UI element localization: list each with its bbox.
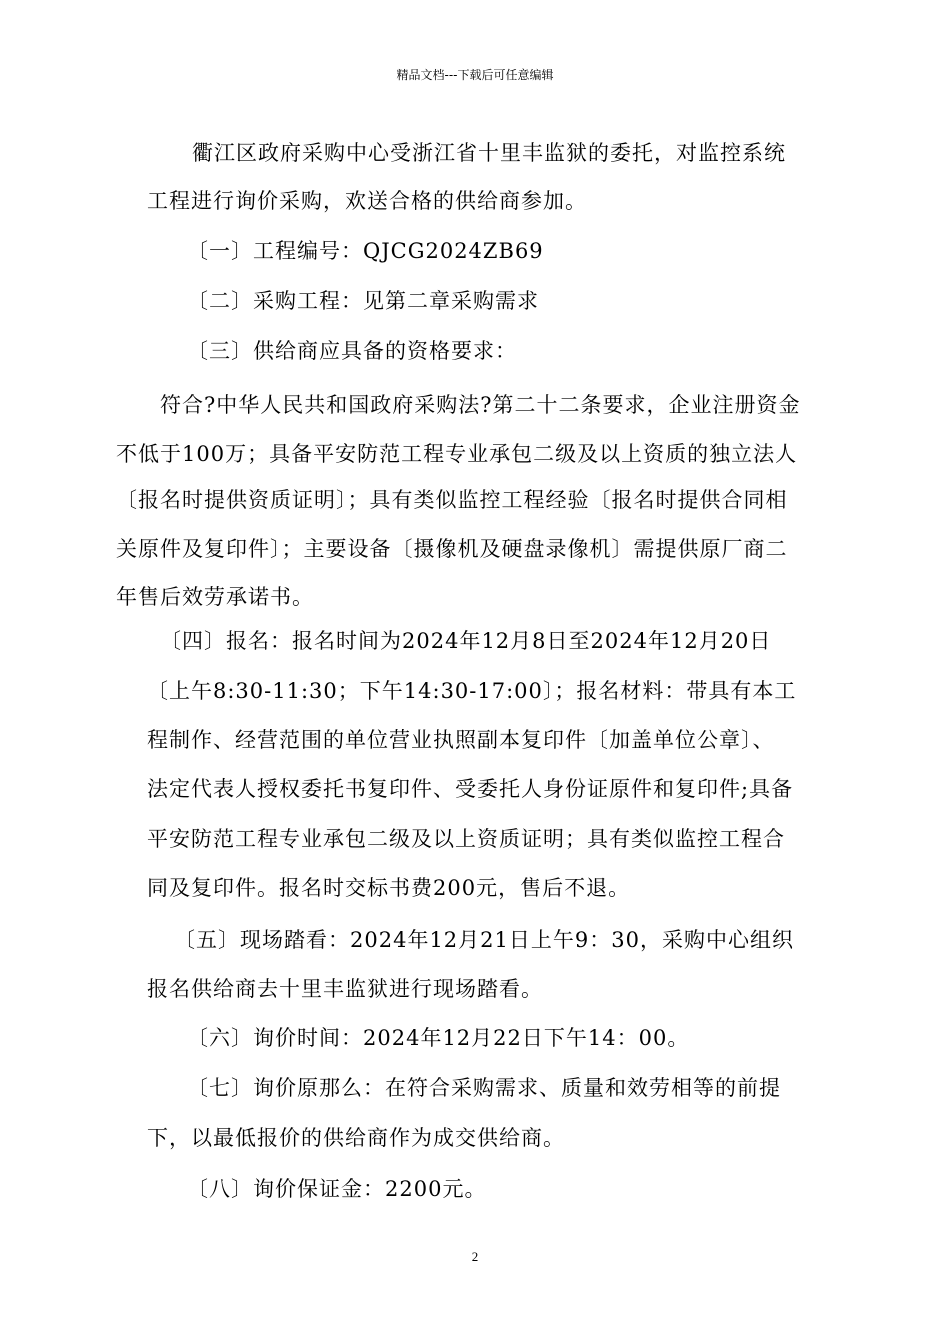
item-6-inquiry-time: 〔六〕询价时间：2024年12月22日下午14：00。 — [187, 1026, 690, 1050]
inquiry-principle-line-2: 下，以最低报价的供给商作为成交供给商。 — [147, 1126, 565, 1150]
item-5-site-visit: 〔五〕现场踏看：2024年12月21日上午9：30，采购中心组织 — [174, 928, 794, 952]
registration-line-4: 法定代表人授权委托书复印件、受委托人身份证原件和复印件;具备 — [147, 777, 794, 801]
registration-line-3: 程制作、经营范围的单位营业执照副本复印件〔加盖单位公章〕、 — [147, 728, 775, 752]
registration-line-5: 平安防范工程专业承包二级及以上资质证明；具有类似监控工程合 — [147, 827, 785, 851]
registration-line-6: 同及复印件。报名时交标书费200元，售后不退。 — [147, 876, 631, 900]
site-visit-line-2: 报名供给商去十里丰监狱进行现场踏看。 — [147, 977, 543, 1001]
item-7-inquiry-principle: 〔七〕询价原那么：在符合采购需求、质量和效劳相等的前提 — [187, 1076, 781, 1100]
body-line-2: 工程进行询价采购，欢送合格的供给商参加。 — [147, 189, 587, 213]
qualification-line-1: 符合?中华人民共和国政府采购法?第二十二条要求，企业注册资金 — [160, 393, 801, 417]
body-line-1: 衢江区政府采购中心受浙江省十里丰监狱的委托，对监控系统 — [192, 141, 786, 165]
item-3-qualification-heading: 〔三〕供给商应具备的资格要求： — [187, 339, 517, 363]
item-4-registration: 〔四〕报名：报名时间为2024年12月8日至2024年12月20日 — [160, 629, 772, 653]
qualification-line-4: 关原件及复印件〕；主要设备〔摄像机及硬盘录像机〕需提供原厂商二 — [116, 537, 788, 561]
qualification-line-5: 年售后效劳承诺书。 — [116, 585, 314, 609]
qualification-line-3: 〔报名时提供资质证明〕；具有类似监控工程经验〔报名时提供合同相 — [116, 488, 788, 512]
item-1-project-number: 〔一〕工程编号：QJCG2024ZB69 — [187, 239, 544, 263]
page-header: 精品文档---下载后可任意编辑 — [396, 68, 554, 82]
item-8-deposit: 〔八〕询价保证金：2200元。 — [187, 1177, 487, 1201]
page-number: 2 — [471, 1249, 479, 1264]
item-2-procurement-project: 〔二〕采购工程：见第二章采购需求 — [187, 289, 539, 313]
registration-line-2: 〔上午8:30-11:30；下午14:30-17:00〕；报名材料：带具有本工 — [147, 679, 797, 703]
qualification-line-2: 不低于100万；具备平安防范工程专业承包二级及以上资质的独立法人 — [116, 442, 798, 466]
